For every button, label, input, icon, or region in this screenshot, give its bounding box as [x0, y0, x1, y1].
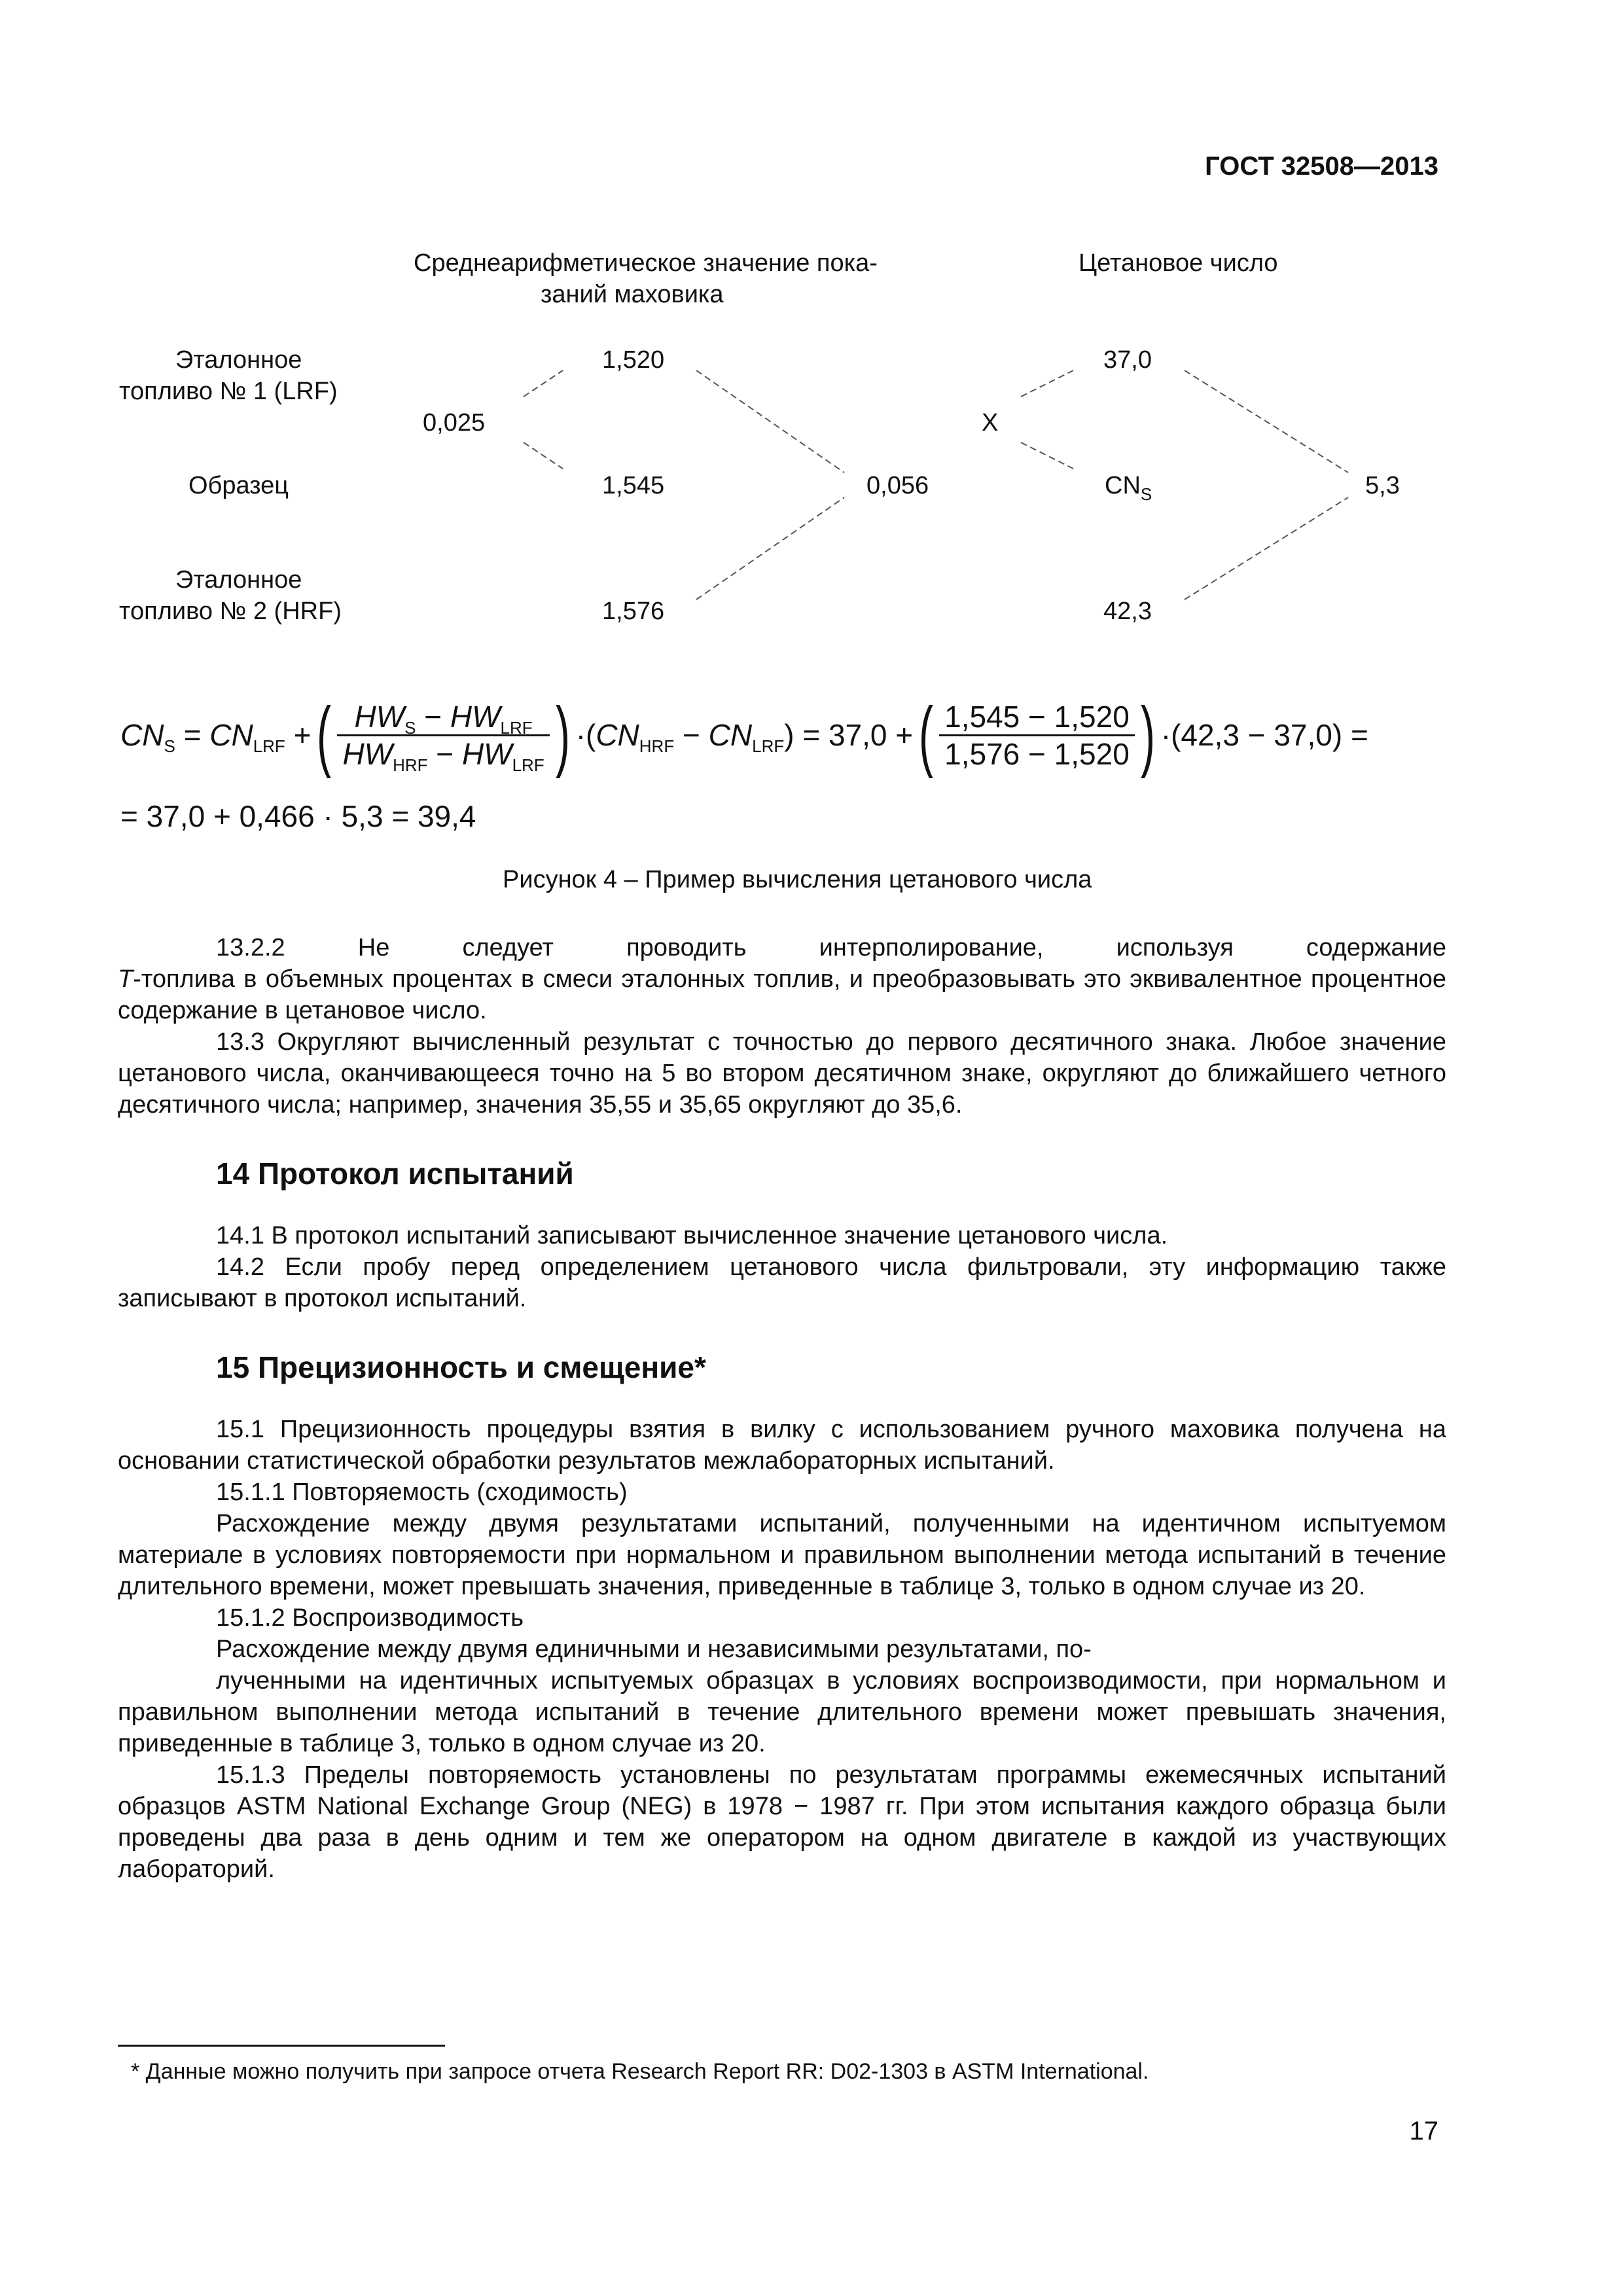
flywheel-value-sample: 1,545 — [602, 472, 665, 499]
cetane-value-lrf: 37,0 — [1103, 346, 1152, 374]
row-label-hrf: Эталонное — [175, 566, 302, 594]
flywheel-diff-large: 0,056 — [866, 472, 929, 499]
cetane-value-hrf: 42,3 — [1103, 598, 1152, 625]
cetane-value-sample: $CN_S$ — [1105, 472, 1152, 504]
column-header-cetane: Цетановое число — [1079, 249, 1278, 277]
heading-section-15: 15 Прецизионность и смещение* — [216, 1350, 706, 1384]
heading-section-14: 14 Протокол испытаний — [216, 1157, 574, 1191]
figure-caption: Рисунок 4 – Пример вычисления цетанового числа — [503, 866, 1092, 893]
paragraph-15-1-3: 15.1.3 Пределы повторяемость установлены по результатам программы ежемесячных испытаний образцов ASTM National Exchange Group (NEG) в 1978 − 1987 гг. При этом испытания каждого образца были проведены два раза в день одним и тем же оператором на одном двигателе в каждой из участвующих лабораторий. — [118, 1761, 1446, 1883]
paragraph-14-2: 14.2 Если пробу перед определением цетанового числа фильтровали, эту информацию также записывают в протокол испытаний. — [118, 1253, 1446, 1312]
footnote-separator — [118, 2045, 445, 2047]
row-label-sample: Образец — [188, 472, 289, 499]
paragraph-15-1: 15.1 Прецизионность процедуры взятия в вилку с использованием ручного маховика получена на основании статистической обработки результатов межлабораторных испытаний. — [118, 1416, 1446, 1475]
footnote: * Данные можно получить при запросе отчета Research Report RR: D02-1303 в ASTM International. — [131, 2059, 1149, 2084]
section-15-text — [118, 1414, 1446, 1885]
section-13-text — [118, 932, 1446, 1121]
row-label-hrf-cont: топливо № 2 (HRF) — [119, 598, 342, 625]
flywheel-value-hrf: 1,576 — [602, 598, 665, 625]
formula-result-line: = 37,0 + 0,466 · 5,3 = 39,4 — [120, 799, 476, 833]
paragraph-15-1-2-body: Расхождение между двумя единичными и независимыми результатами, по- — [216, 1636, 1092, 1663]
paragraph-15-1-2: 15.1.2 Воспроизводимость — [216, 1604, 524, 1632]
column-header-flywheel-cont: заний маховика — [541, 281, 724, 308]
column-header-flywheel: Среднеарифметическое значение пока- — [414, 249, 878, 277]
paragraph-13-2-2: 13.2.2 Не следует проводить интерполирование, используя содержание — [216, 934, 1446, 961]
paragraph-13-3: 13.3 Округляют вычисленный результат с точностью до первого десятичного знака. Любое значение цетанового числа, оканчивающееся точно на 5 во втором десятичном знаке, округляют до ближайшего четного десятичного числа; например, значения 35,55 и 35,65 округляют до 35,6. — [118, 1028, 1446, 1119]
cetane-unknown-x: X — [982, 409, 999, 437]
paragraph-15-1-2-cont: лученными на идентичных испытуемых образцах в условиях воспроизводимости, при нормальном и правильном выполнении метода испытаний в течение длительного времени может превышать значения, приведенные в таблице 3, только в одном случае из 20. — [118, 1667, 1446, 1757]
paragraph-15-1-1: 15.1.1 Повторяемость (сходимость) — [216, 1479, 628, 1506]
row-label-lrf-cont: топливо № 1 (LRF) — [119, 378, 338, 405]
document-standard-header: ГОСТ 32508—2013 — [1205, 152, 1438, 181]
paragraph-15-1-1-body: Расхождение между двумя результатами испытаний, полученными на идентичном испытуемом материале в условиях повторяемости при нормальном и правильном выполнении метода испытаний в течение длительного времени, может превышать значения, приведенные в таблице 3, только в одном случае из 20. — [118, 1510, 1446, 1600]
paragraph-14-1: 14.1 В протокол испытаний записывают вычисленное значение цетанового числа. — [216, 1222, 1168, 1249]
flywheel-value-lrf: 1,520 — [602, 346, 665, 374]
flywheel-diff-small: 0,025 — [423, 409, 486, 437]
connector-lines — [0, 0, 1623, 655]
row-label-lrf: Эталонное — [175, 346, 302, 374]
page-number: 17 — [1409, 2117, 1438, 2145]
cetane-formula: $CN_S = CN_{LRF}$ + ( $\frac{HW_S - HW_{LRF}}{HW_{HRF} - HW_{LRF}}$ ) $\cdot(CN_{HRF} - CN_{LRF}) = 37,0$ + ( $\frac{1,545 - 1,520}{1,576 - 1,520}$ ) ·(42,3 − 37,0) = — [120, 691, 1368, 779]
section-14-text — [118, 1220, 1446, 1314]
cetane-diff: 5,3 — [1365, 472, 1400, 499]
paragraph-13-2-2-cont: T-топлива в объемных процентах в смеси эталонных топлив, и преобразовывать это эквивалентное процентное содержание в цетановое число. — [118, 965, 1446, 1024]
